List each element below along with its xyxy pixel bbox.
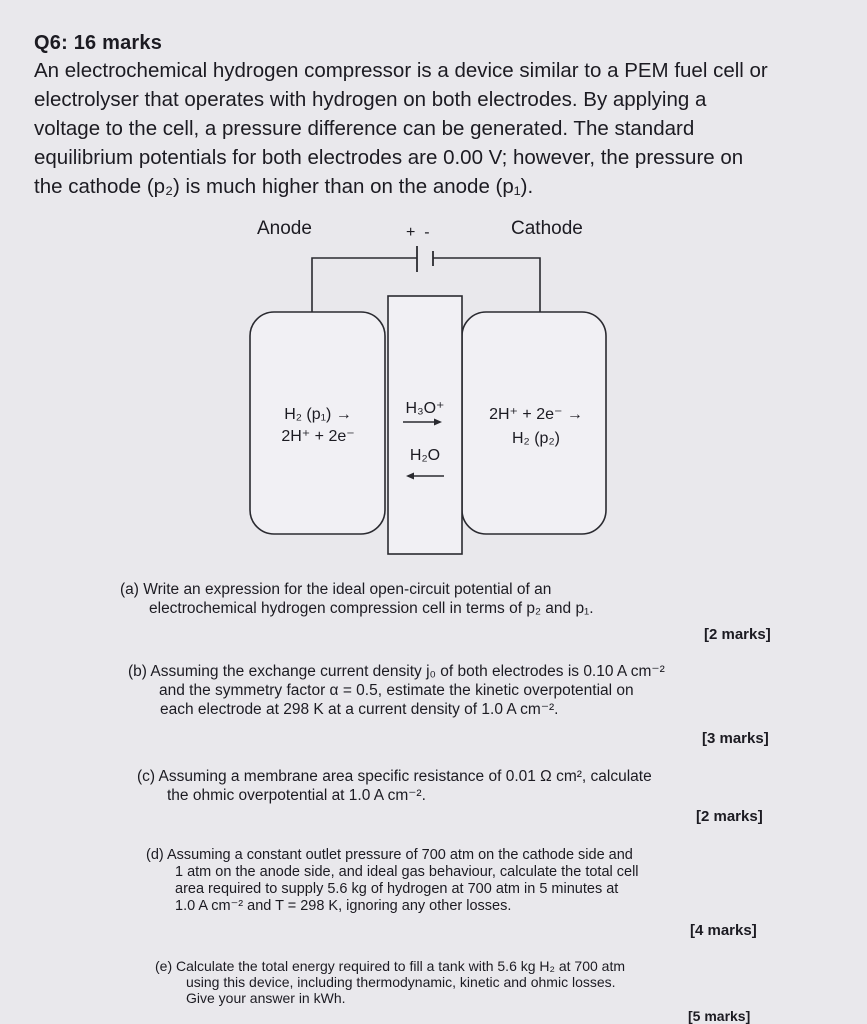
part-e-line: (e) Calculate the total energy required to fill a tank with 5.6 kg H₂ at 700 atm — [155, 958, 626, 974]
part-d-line: (d) Assuming a constant outlet pressure of 700 atm on the cathode side and — [146, 847, 633, 863]
part-d-line: area required to supply 5.6 kg of hydrogen at 700 atm in 5 minutes at — [175, 881, 619, 897]
part-d-line: 1 atm on the anode side, and ideal gas behaviour, calculate the total cell — [175, 864, 639, 880]
question-title: Q6: 16 marks — [34, 32, 163, 54]
intro-line: the cathode (p₂) is much higher than on the anode (p₁). — [34, 175, 534, 198]
part-d-marks: [4 marks] — [690, 922, 757, 939]
anode-reaction-line-2: 2H⁺ + 2e⁻ — [281, 428, 355, 445]
part-b-line: (b) Assuming the exchange current density j₀ of both electrodes is 0.10 A cm⁻² — [128, 663, 665, 680]
membrane — [388, 296, 462, 554]
part-b-marks: [3 marks] — [702, 730, 769, 747]
part-c-line: (c) Assuming a membrane area specific resistance of 0.01 Ω cm², calculate — [137, 768, 652, 785]
cathode-reaction-line-2: H₂ (p₂) — [512, 430, 560, 447]
cathode-label: Cathode — [511, 218, 583, 239]
intro-line: An electrochemical hydrogen compressor is a device similar to a PEM fuel cell or — [34, 59, 768, 82]
polarity-label: + - — [406, 224, 430, 241]
part-a-line: electrochemical hydrogen compression cell in terms of p₂ and p₁. — [149, 600, 594, 617]
part-b-line: and the symmetry factor α = 0.5, estimate the kinetic overpotential on — [159, 682, 634, 699]
intro-line: voltage to the cell, a pressure difference can be generated. The standard — [34, 117, 695, 140]
part-e-line: Give your answer in kWh. — [186, 990, 346, 1006]
part-a-line: (a) Write an expression for the ideal open-circuit potential of an — [120, 581, 552, 598]
anode-reaction-line-1: H₂ (p₁) → — [284, 406, 352, 423]
intro-line: equilibrium potentials for both electrodes are 0.00 V; however, the pressure on — [34, 146, 744, 169]
membrane-ion-label: H₃O⁺ — [405, 400, 445, 417]
part-e-line: using this device, including thermodynamic, kinetic and ohmic losses. — [186, 974, 616, 990]
membrane-water-label: H₂O — [409, 447, 441, 464]
part-c-line: the ohmic overpotential at 1.0 A cm⁻². — [167, 787, 426, 804]
part-a-marks: [2 marks] — [704, 626, 771, 643]
part-d-line: 1.0 A cm⁻² and T = 298 K, ignoring any other losses. — [175, 898, 512, 914]
intro-line: electrolyser that operates with hydrogen on both electrodes. By applying a — [34, 88, 707, 111]
anode-label: Anode — [257, 218, 312, 239]
cathode-reaction-line-1: 2H⁺ + 2e⁻ → — [489, 406, 583, 423]
part-c-marks: [2 marks] — [696, 808, 763, 825]
part-b-line: each electrode at 298 K at a current density of 1.0 A cm⁻². — [160, 701, 559, 718]
part-e-marks: [5 marks] — [688, 1008, 751, 1024]
